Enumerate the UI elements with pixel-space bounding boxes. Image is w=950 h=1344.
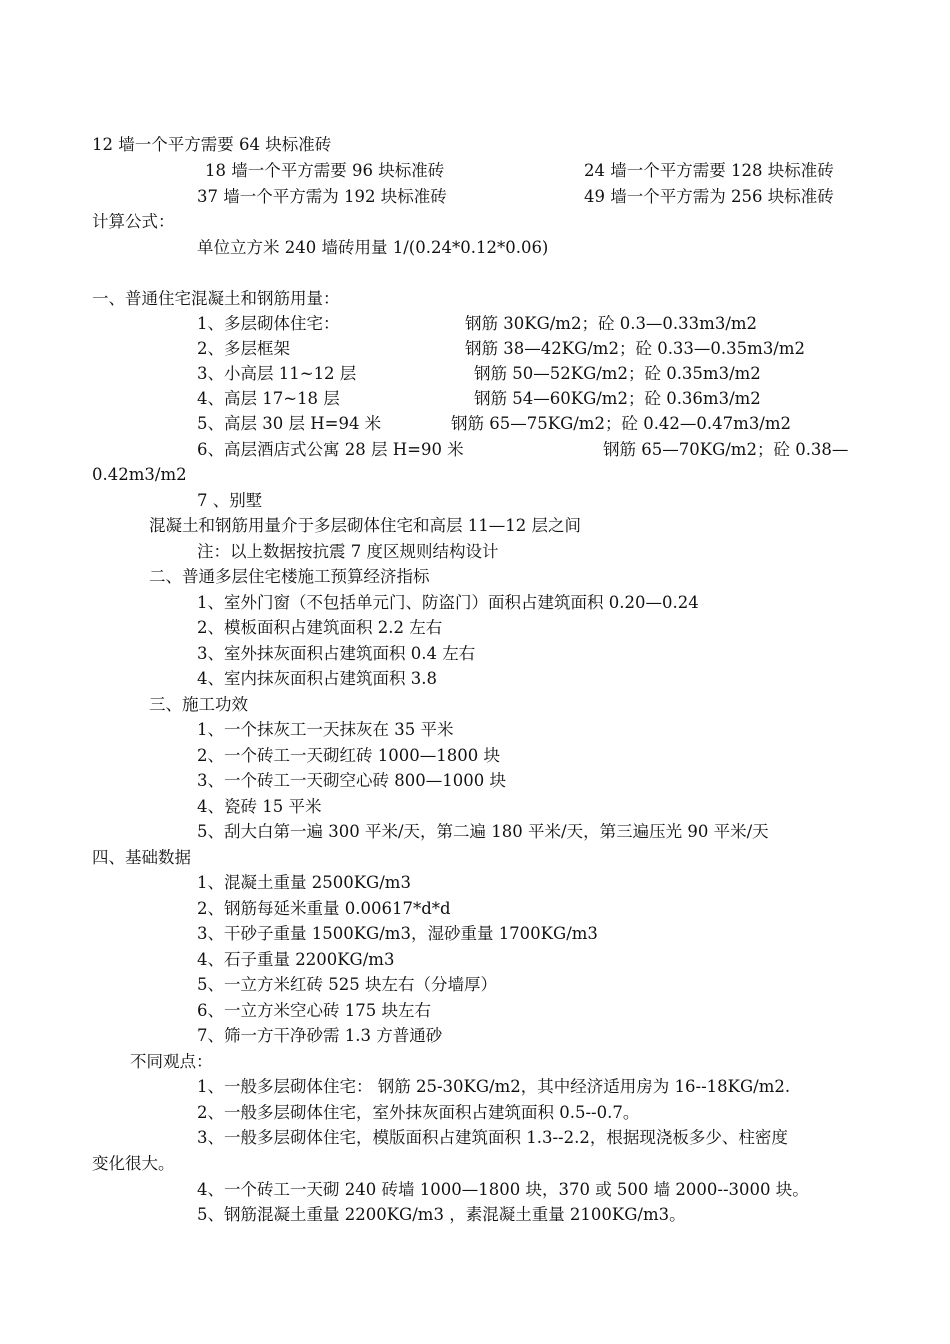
- s3-item: 1、一个抹灰工一天抹灰在 35 平米: [197, 720, 454, 739]
- s4-item: 5、一立方米红砖 525 块左右（分墙厚）: [197, 975, 497, 994]
- s1-note: 注：以上数据按抗震 7 度区规则结构设计: [197, 542, 499, 561]
- section4-heading: 四、基础数据: [92, 848, 191, 867]
- s5-item: 3、一般多层砌体住宅，模版面积占建筑面积 1.3--2.2，根据现浇板多少、柱密度: [197, 1128, 788, 1147]
- section1-heading: 一、普通住宅混凝土和钢筋用量：: [92, 289, 340, 308]
- s4-item: 7、筛一方干净砂需 1.3 方普通砂: [197, 1026, 443, 1045]
- s1-item-value: 钢筋 30KG/m2；砼 0.3—0.33m3/m2: [465, 314, 758, 333]
- s5-item: 4、一个砖工一天砌 240 砖墙 1000—1800 块，370 或 500 墙 2000--3000 块。: [197, 1180, 809, 1199]
- s1-item-value: 钢筋 65—70KG/m2；砼 0.38—: [603, 440, 849, 459]
- brick-rule-12: 12 墙一个平方需要 64 块标准砖: [92, 135, 332, 154]
- s2-item: 4、室内抹灰面积占建筑面积 3.8: [197, 669, 437, 688]
- s5-item: 5、钢筋混凝土重量 2200KG/m3 ，素混凝土重量 2100KG/m3。: [197, 1205, 686, 1224]
- s3-item: 4、瓷砖 15 平米: [197, 797, 322, 816]
- s3-item: 2、一个砖工一天砌红砖 1000—1800 块: [197, 746, 500, 765]
- formula-text: 单位立方米 240 墙砖用量 1/(0.24*0.12*0.06): [197, 238, 549, 257]
- s1-item-label: 3、小高层 11~12 层: [197, 364, 357, 383]
- s1-item-label: 4、高层 17~18 层: [197, 389, 340, 408]
- s4-item: 4、石子重量 2200KG/m3: [197, 950, 395, 969]
- s4-item: 6、一立方米空心砖 175 块左右: [197, 1001, 431, 1020]
- s4-item: 1、混凝土重量 2500KG/m3: [197, 873, 411, 892]
- s1-item-value: 钢筋 65—75KG/m2；砼 0.42—0.47m3/m2: [451, 414, 792, 433]
- brick-rule-24: 24 墙一个平方需要 128 块标准砖: [584, 161, 834, 180]
- s1-item-value: 钢筋 38—42KG/m2；砼 0.33—0.35m3/m2: [465, 339, 806, 358]
- s5-item-wrap: 变化很大。: [92, 1154, 175, 1173]
- section5-heading: 不同观点：: [130, 1052, 213, 1071]
- formula-heading: 计算公式：: [92, 212, 175, 231]
- s1-item-value-wrap: 0.42m3/m2: [92, 465, 187, 484]
- s1-item-value: 钢筋 54—60KG/m2；砼 0.36m3/m2: [474, 389, 761, 408]
- s1-villa-note: 混凝土和钢筋用量介于多层砌体住宅和高层 11—12 层之间: [149, 516, 581, 535]
- s5-item: 1、一般多层砌体住宅： 钢筋 25-30KG/m2，其中经济适用房为 16--18KG/m2.: [197, 1077, 791, 1096]
- brick-rule-18: 18 墙一个平方需要 96 块标准砖: [205, 161, 445, 180]
- s1-item-label: 6、高层酒店式公寓 28 层 H=90 米: [197, 440, 464, 459]
- s5-item: 2、一般多层砌体住宅，室外抹灰面积占建筑面积 0.5--0.7。: [197, 1103, 640, 1122]
- section2-heading: 二、普通多层住宅楼施工预算经济指标: [149, 567, 430, 586]
- s3-item: 5、刮大白第一遍 300 平米/天，第二遍 180 平米/天，第三遍压光 90 平米/天: [197, 822, 769, 841]
- brick-rule-49: 49 墙一个平方需为 256 块标准砖: [584, 187, 834, 206]
- s1-item-label: 2、多层框架: [197, 339, 290, 358]
- s2-item: 3、室外抹灰面积占建筑面积 0.4 左右: [197, 644, 476, 663]
- brick-rule-37: 37 墙一个平方需为 192 块标准砖: [197, 187, 447, 206]
- s1-item-label: 5、高层 30 层 H=94 米: [197, 414, 382, 433]
- s1-item-value: 钢筋 50—52KG/m2；砼 0.35m3/m2: [474, 364, 761, 383]
- s3-item: 3、一个砖工一天砌空心砖 800—1000 块: [197, 771, 506, 790]
- s4-item: 2、钢筋每延米重量 0.00617*d*d: [197, 899, 451, 918]
- s1-villa: 7 、别墅: [197, 491, 263, 510]
- section3-heading: 三、施工功效: [149, 695, 248, 714]
- s2-item: 1、室外门窗（不包括单元门、防盗门）面积占建筑面积 0.20—0.24: [197, 593, 699, 612]
- s1-item-label: 1、多层砌体住宅：: [197, 314, 340, 333]
- s4-item: 3、干砂子重量 1500KG/m3，湿砂重量 1700KG/m3: [197, 924, 598, 943]
- s2-item: 2、模板面积占建筑面积 2.2 左右: [197, 618, 443, 637]
